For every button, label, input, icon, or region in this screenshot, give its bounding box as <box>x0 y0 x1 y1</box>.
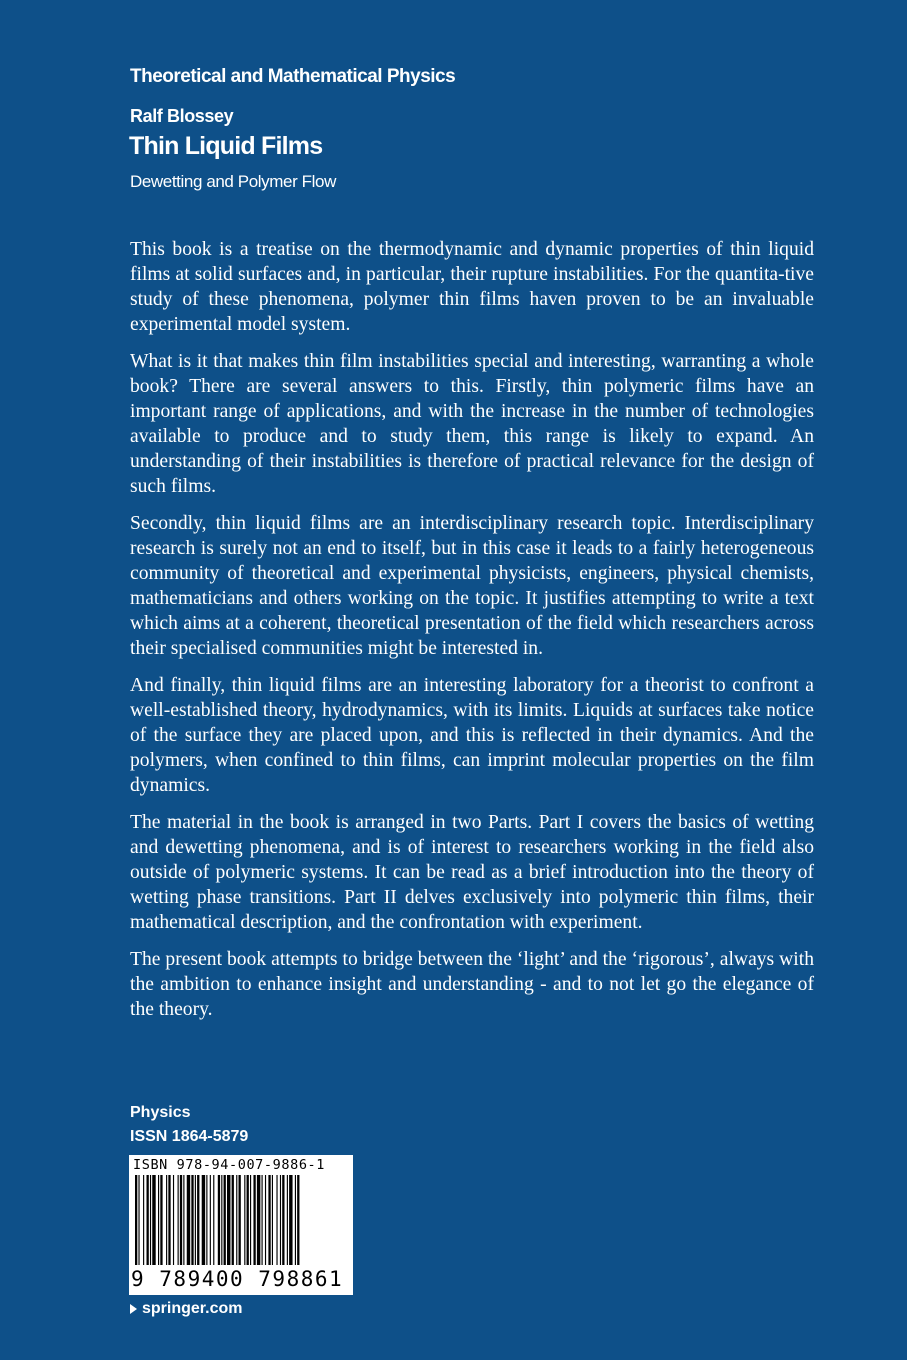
barcode-bar <box>221 1175 222 1265</box>
barcode-bar <box>158 1175 159 1265</box>
blurb-paragraph: The present book attempts to bridge between the ‘light’ and the ‘rigorous’, always with the ambition to enhance insight and understanding - and to not let go the elegance of the theory. <box>130 949 814 1020</box>
barcode-bar <box>268 1175 270 1265</box>
blurb-paragraph: What is it that makes thin film instabilities special and interesting, warranting a whole book? There are several answers to this. Firstly, thin polymeric films have an important range of applications, and with the increase in the number of technologies available to produce and to study them, this range is likely to expand. An understanding of their instabilities is therefore of practical relevance for the design of such films. <box>130 351 814 497</box>
barcode-bar <box>187 1175 190 1265</box>
barcode-bar <box>173 1175 174 1265</box>
barcode-bar <box>227 1175 230 1265</box>
barcode-bar <box>150 1175 151 1265</box>
barcode-bar <box>297 1175 299 1265</box>
barcode-bar <box>152 1175 155 1265</box>
issn-label: ISSN 1864-5879 <box>130 1128 249 1145</box>
barcode-bar <box>168 1175 170 1265</box>
isbn-label: ISBN 978-94-007-9886-1 <box>133 1157 326 1173</box>
barcode-bar <box>244 1175 245 1265</box>
barcode-bar <box>272 1175 273 1265</box>
barcode-bar <box>265 1175 266 1265</box>
barcode-bar <box>160 1175 162 1265</box>
barcode-bar <box>195 1175 196 1265</box>
barcode-bar <box>183 1175 184 1265</box>
barcode-bar <box>287 1175 288 1265</box>
barcode-bar <box>236 1175 237 1265</box>
blurb-paragraph: Secondly, thin liquid films are an interdisciplinary research topic. Interdisciplinary research is surely not an end to itself, but in this case it leads to a fairly heterogeneous community of theoretical and experimental physicists, engineers, physical chemists, mathematicians and others working on the topic. It justifies attempting to write a text which aims at a coherent, theoretical presentation of the field which researchers across their specialised communities might be interested in. <box>130 513 814 659</box>
barcode-bar <box>280 1175 281 1265</box>
barcode-bar <box>253 1175 255 1265</box>
blurb-paragraph: The material in the book is arranged in two Parts. Part I covers the basics of wetting and dewetting phenomena, and is of interest to researchers working in the field also outside of polymeric systems. It can be read as a brief introduction into the theory of wetting phase transitions. Part II delves exclusively into polymeric thin films, their mathematical description, and the confrontation with experiment. <box>130 812 814 933</box>
barcode-bar <box>178 1175 179 1265</box>
barcode-digits: 9 789400 798861 <box>131 1267 344 1291</box>
barcode-bar <box>232 1175 234 1265</box>
barcode-bar <box>191 1175 193 1265</box>
barcode-bar <box>210 1175 211 1265</box>
blurb-paragraph: And finally, thin liquid films are an interesting laboratory for a theorist to confront a well-established theory, hydrodynamics, with its limits. Liquids at surfaces take notice of the surface they are placed upon, and this is reflected in their dynamics. And the polymers, when confined to thin films, can imprint molecular properties on the film dynamics. <box>130 675 814 796</box>
barcode-bar <box>138 1175 139 1265</box>
subject-label: Physics <box>130 1104 191 1121</box>
barcode-bar <box>247 1175 249 1265</box>
barcode <box>131 1175 351 1267</box>
blurb-paragraph: This book is a treatise on the thermodynamic and dynamic properties of thin liquid films at solid surfaces and, in particular, their rupture instabilities. For the quantita-tive study of these phenomena, polymer thin films haven proven to be an invaluable experimental model system. <box>130 239 814 335</box>
barcode-bar <box>276 1175 277 1265</box>
barcode-bar <box>257 1175 260 1265</box>
blurb <box>130 237 814 1034</box>
book-title: Thin Liquid Films <box>129 132 323 160</box>
barcode-bar <box>166 1175 167 1265</box>
barcode-bar <box>202 1175 205 1265</box>
barcode-bar <box>143 1175 144 1265</box>
barcode-bar <box>213 1175 214 1265</box>
barcode-bar <box>135 1175 137 1265</box>
barcode-bar <box>197 1175 199 1265</box>
barcode-bar <box>289 1175 292 1265</box>
barcode-bar <box>262 1175 263 1265</box>
barcode-bar <box>218 1175 220 1265</box>
barcode-bar <box>239 1175 241 1265</box>
arrow-right-icon <box>130 1304 137 1314</box>
barcode-bar <box>295 1175 296 1265</box>
barcode-bar <box>206 1175 207 1265</box>
barcode-bar <box>250 1175 251 1265</box>
barcode-bar <box>224 1175 226 1265</box>
publisher-label: springer.com <box>142 1300 243 1317</box>
author-name: Ralf Blossey <box>130 106 234 126</box>
publisher-link[interactable] <box>130 1300 242 1318</box>
barcode-bar <box>180 1175 182 1265</box>
barcode-box <box>129 1155 353 1295</box>
series-name: Theoretical and Mathematical Physics <box>130 66 456 87</box>
barcode-bar <box>282 1175 284 1265</box>
barcode-bar <box>147 1175 149 1265</box>
book-subtitle: Dewetting and Polymer Flow <box>130 172 336 191</box>
